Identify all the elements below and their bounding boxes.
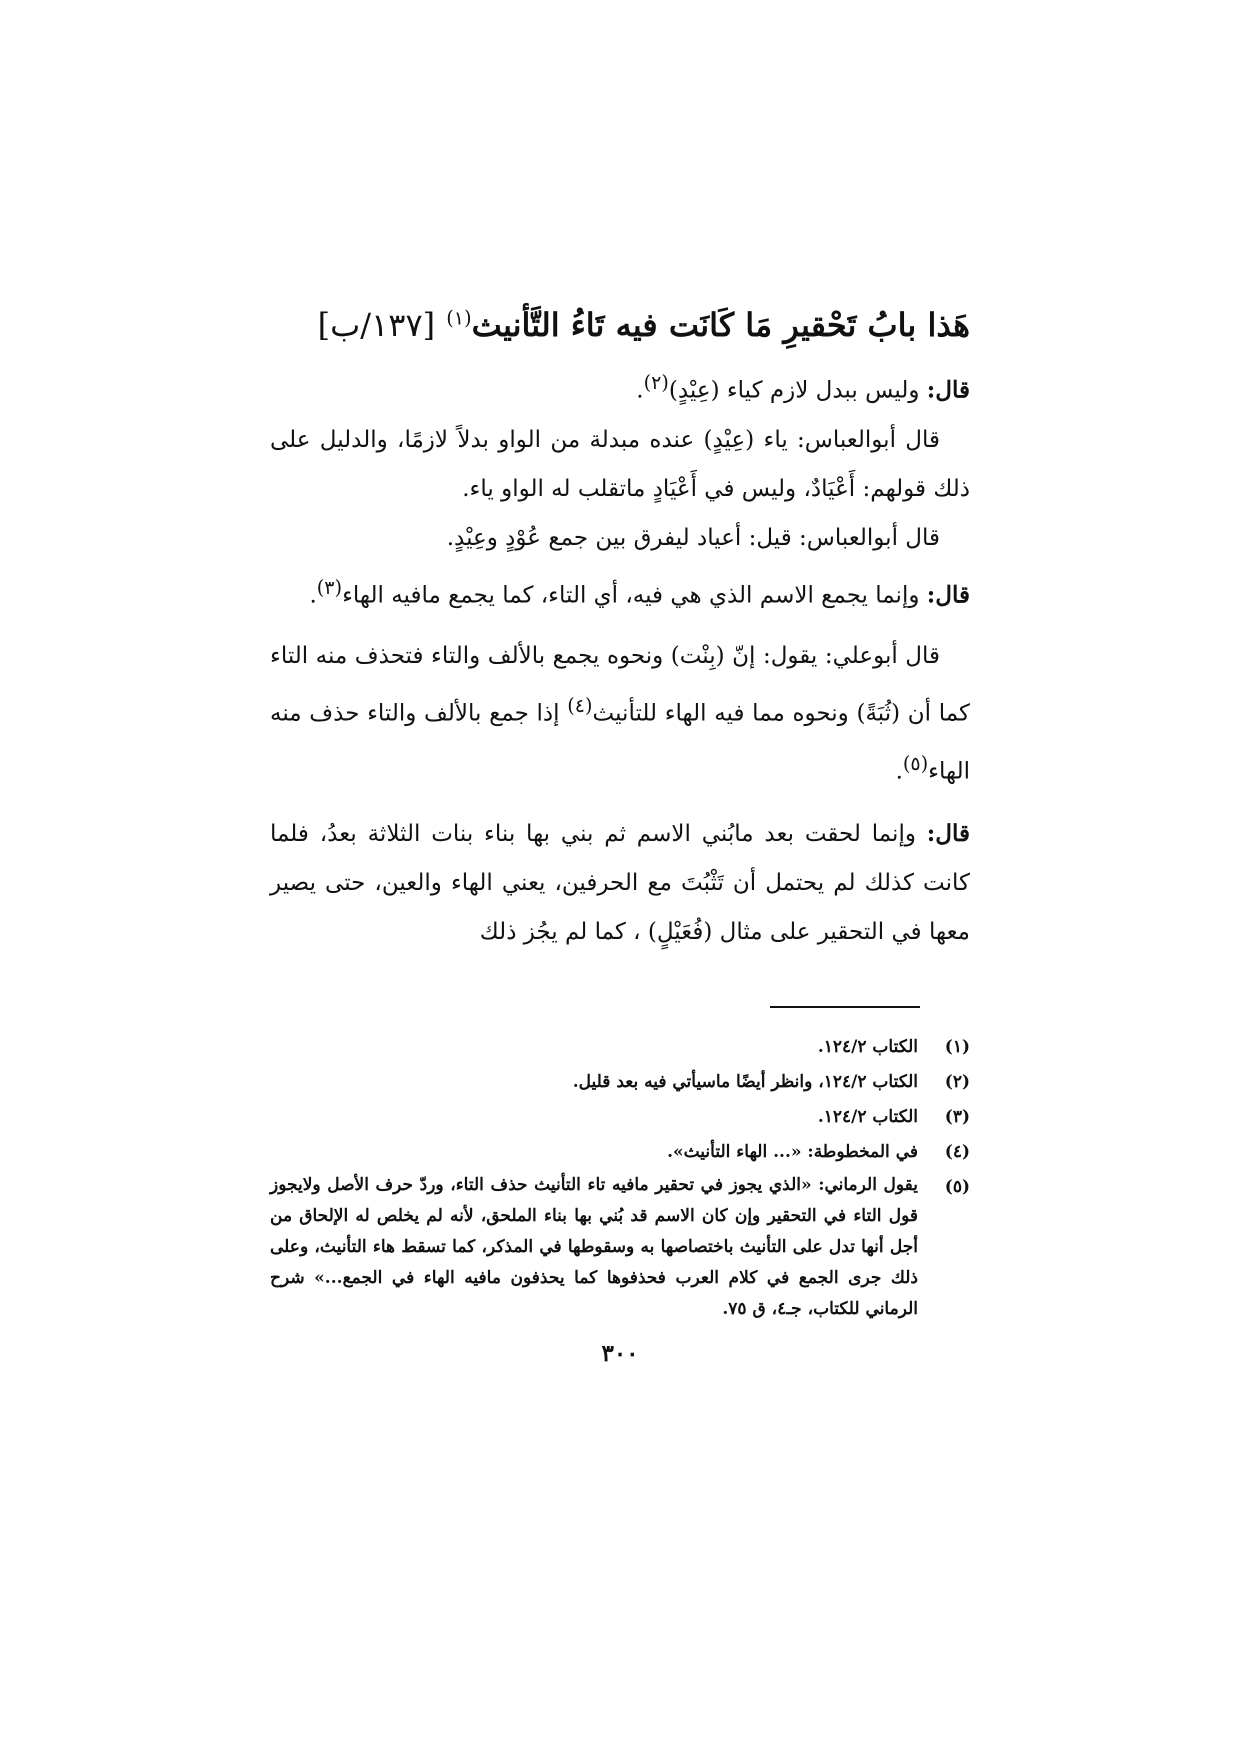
- footnote-text: الكتاب ١٢٤/٢.: [817, 1107, 918, 1127]
- paragraph-3: [270, 514, 970, 563]
- footnote-item: [270, 1065, 970, 1100]
- paragraph-1-label: قال:: [926, 376, 970, 404]
- paragraph-3-text: قال أبوالعباس: قيل: أعياد ليفرق بين جمع عُوْدٍ وعِيْدٍ.: [446, 524, 940, 551]
- paragraph-1: [270, 358, 970, 416]
- chapter-heading: [270, 300, 970, 350]
- footnote-number: (٣): [944, 1107, 970, 1127]
- paragraph-5-text-a: قال أبوعلي: يقول: إنّ (بِنْت) ونحوه يجمع بالألف والتاء فتحذف منه التاء كما أن (ثُبَةً) ونحوه مما فيه الهاء للتأنيث: [270, 643, 971, 727]
- footnote-number: (٥): [944, 1177, 970, 1197]
- paragraph-4-end: .: [309, 582, 317, 609]
- paragraph-5-text-b: إذا جمع بالألف والتاء حذف منه الهاء: [270, 700, 970, 785]
- heading-footnote-mark: (١): [446, 306, 472, 330]
- footnote-item: [270, 1100, 970, 1135]
- footnotes: [270, 1030, 970, 1325]
- footnote-number: (٢): [944, 1072, 970, 1092]
- main-text: [270, 358, 970, 957]
- paragraph-4: [270, 563, 970, 621]
- paragraph-6-label: قال:: [926, 819, 970, 847]
- footnote-text: يقول الرماني: «الذي يجوز في تحقير مافيه تاء التأنيث حذف التاء، وردّ حرف الأصل ولايجوز قول التاء في التحقير وإن كان الاسم قد بُني بها بناء الملحق، لأنه لم يخلص له الإلحاق من أجل أنها تدل على التأنيث باختصاصها به وسقوطها في المذكر، كما تسقط هاء التأنيث، وعلى ذلك جرى الجمع في كلام العرب فحذفوها كما يحذفون مافيه الهاء في الجمع...» شرح الرماني للكتاب، جـ٤، ق ٧٥.: [270, 1175, 918, 1319]
- footnote-item: [270, 1030, 970, 1065]
- paragraph-5: [270, 632, 970, 796]
- footnote-number: (١): [944, 1037, 970, 1057]
- paragraph-2-text: قال أبوالعباس: ياء (عِيْدٍ) عنده مبدلة من الواو بدلاً لازمًا، والدليل على ذلك قولهم: أَعْيَادٌ، وليس في أَعْيَادٍ ماتقلب له الواو ياء.: [270, 426, 970, 502]
- paragraph-4-note: (٣): [316, 575, 343, 599]
- paragraph-1-end: .: [636, 377, 644, 404]
- footnote-text: في المخطوطة: «... الهاء التأنيث».: [667, 1142, 918, 1162]
- paragraph-1-note: (٢): [643, 371, 669, 394]
- paragraph-5-note-a: (٤): [567, 694, 593, 718]
- paragraph-4-text: وإنما يجمع الاسم الذي هي فيه، أي التاء، كما يجمع مافيه الهاء: [342, 582, 920, 609]
- paragraph-4-label: قال:: [926, 581, 970, 609]
- paragraph-5-end: .: [895, 758, 903, 785]
- chapter-title: هَذا بابُ تَحْقيرِ مَا كَانَت فيه تَاءُ التَّأنيث: [471, 306, 970, 344]
- footnote-number: (٤): [944, 1142, 970, 1162]
- paragraph-5-note-b: (٥): [902, 751, 929, 775]
- paragraph-6: [270, 809, 970, 957]
- footnote-text: الكتاب ١٢٤/٢، وانظر أيضًا ماسيأتي فيه بعد قليل.: [572, 1072, 918, 1092]
- footnote-item: [270, 1170, 970, 1325]
- footnote-text: الكتاب ١٢٤/٢.: [817, 1037, 918, 1057]
- page-number: ٣٠٠: [601, 1340, 639, 1367]
- paragraph-2: [270, 416, 970, 514]
- footnote-separator: [770, 1006, 920, 1008]
- footnote-item: [270, 1135, 970, 1170]
- paragraph-1-text: وليس ببدل لازم كياء (عِيْدٍ): [668, 377, 920, 404]
- paragraph-6-text: وإنما لحقت بعد مابُني الاسم ثم بني بها بناء بنات الثلاثة بعدُ، فلما كانت كذلك لم يحتمل أن تَثْبُتَ مع الحرفين، يعني الهاء والعين، حتى يصير معها في التحقير على مثال (فُعَيْلٍ) ، كما لم يجُز ذلك: [270, 820, 970, 945]
- folio-reference: [١٣٧/ب]: [317, 306, 436, 344]
